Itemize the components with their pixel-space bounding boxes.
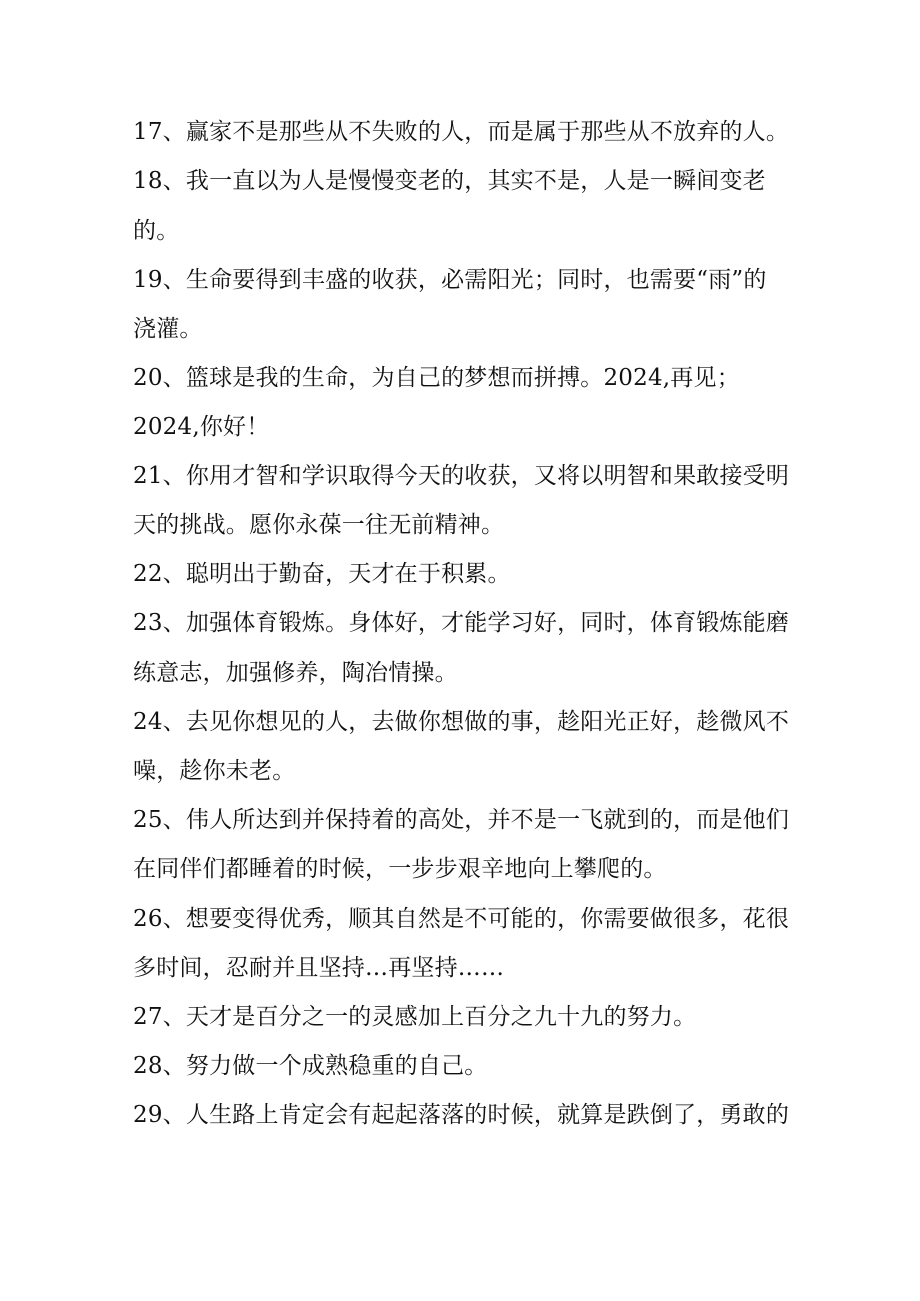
text-line-24b: 噪，趁你未老。 [133,758,296,784]
text-line-21a: 21、你用才智和学识取得今天的收获，又将以明智和果敢接受明 [133,463,790,489]
text-line-18b: 的。 [133,218,180,244]
text-line-26a: 26、想要变得优秀，顺其自然是不可能的，你需要做很多，花很 [133,906,790,932]
text-line-20b: 2024,你好！ [133,414,270,440]
text-line-18a: 18、我一直以为人是慢慢变老的，其实不是，人是一瞬间变老 [133,168,766,194]
text-line-25b: 在同伴们都睡着的时候，一步步艰辛地向上攀爬的。 [133,856,667,882]
text-line-25a: 25、伟人所达到并保持着的高处，并不是一飞就到的，而是他们 [133,807,790,833]
text-line-28: 28、努力做一个成熟稳重的自己。 [133,1053,488,1079]
text-line-29: 29、人生路上肯定会有起起落落的时候，就算是跌倒了，勇敢的 [133,1102,790,1128]
text-line-20a: 20、篮球是我的生命，为自己的梦想而拼搏。2024,再见； [133,365,740,391]
text-line-23b: 练意志，加强修养，陶冶情操。 [133,660,458,686]
text-line-17: 17、赢家不是那些从不失败的人，而是属于那些从不放弃的人。 [133,119,790,145]
text-line-22: 22、聪明出于勤奋，天才在于积累。 [133,561,511,587]
text-line-19a: 19、生命要得到丰盛的收获，必需阳光；同时，也需要“雨”的 [133,267,767,293]
text-line-27: 27、天才是百分之一的灵感加上百分之九十九的努力。 [133,1004,697,1030]
text-line-21b: 天的挑战。愿你永葆一往无前精神。 [133,512,505,538]
text-line-19b: 浇灌。 [133,316,203,342]
text-line-24a: 24、去见你想见的人，去做你想做的事，趁阳光正好，趁微风不 [133,709,790,735]
text-line-23a: 23、加强体育锻炼。身体好，才能学习好，同时，体育锻炼能磨 [133,610,790,636]
text-line-26b: 多时间，忍耐并且坚持…再坚持…… [133,955,505,981]
